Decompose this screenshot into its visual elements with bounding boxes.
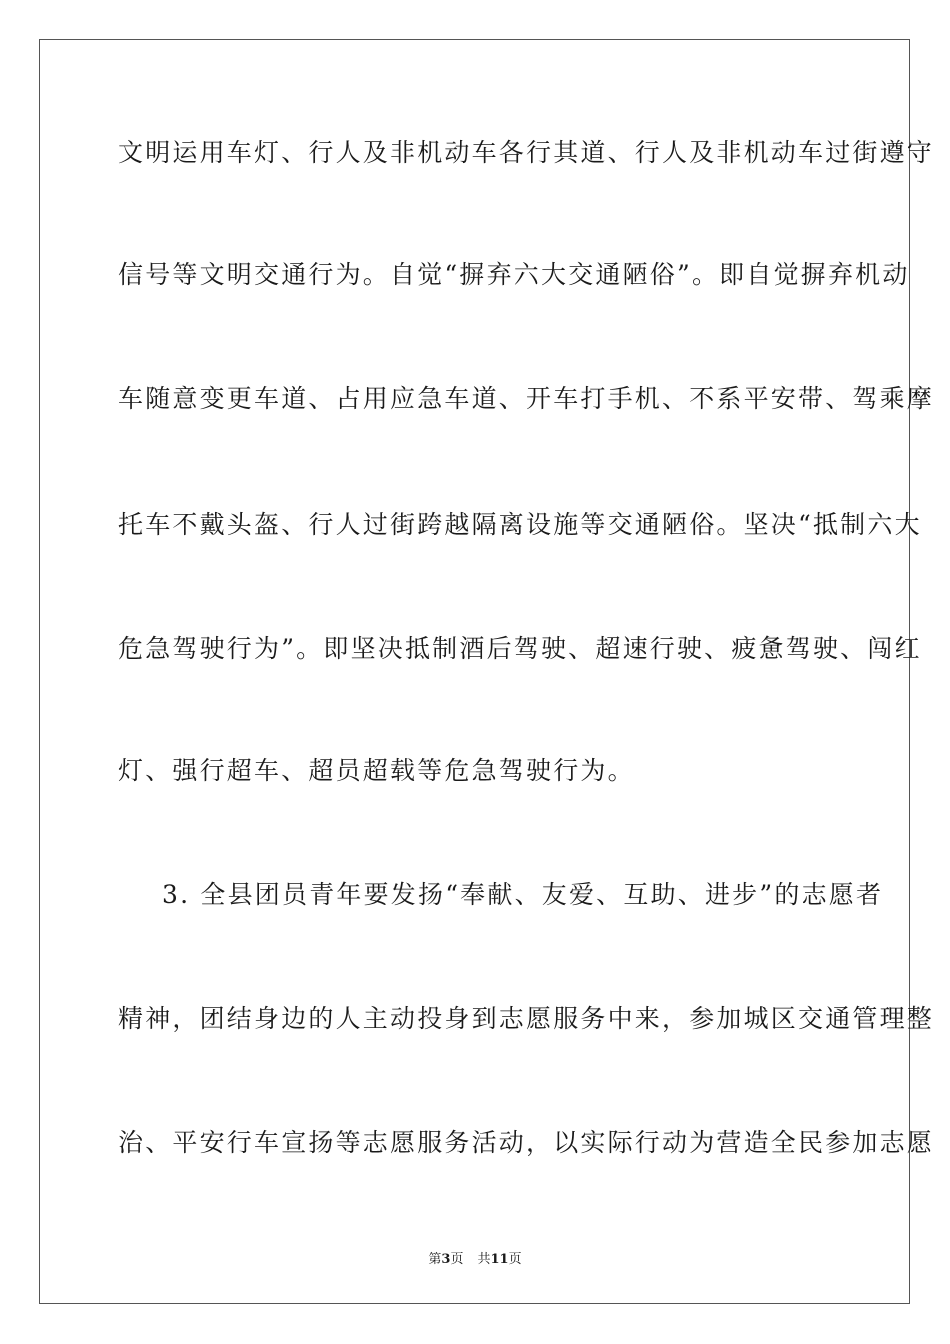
footer-total-suffix: 页 [508, 1252, 522, 1267]
footer-page-prefix: 第 [428, 1252, 442, 1267]
paragraph-line-4: 托车不戴头盔、行人过街跨越隔离设施等交通陋俗。坚决“抵制六大 [118, 510, 922, 539]
paragraph-line-9: 治、平安行车宣扬等志愿服务活动，以实际行动为营造全民参加志愿 [118, 1128, 935, 1157]
paragraph-line-3: 车随意变更车道、占用应急车道、开车打手机、不系平安带、驾乘摩 [118, 384, 935, 413]
paragraph-line-5: 危急驾驶行为”。即坚决抵制酒后驾驶、超速行驶、疲惫驾驶、闯红 [118, 634, 922, 663]
paragraph-line-2: 信号等文明交通行为。自觉“摒弃六大交通陋俗”。即自觉摒弃机动 [118, 260, 910, 289]
paragraph-line-6: 灯、强行超车、超员超载等危急驾驶行为。 [118, 756, 635, 785]
footer-total-pages: 11 [490, 1252, 509, 1267]
paragraph-line-7: 3. 全县团员青年要发扬“奉献、友爱、互助、进步”的志愿者 [162, 880, 884, 909]
page-border [39, 39, 935, 1304]
paragraph-line-8: 精神，团结身边的人主动投身到志愿服务中来，参加城区交通管理整 [118, 1004, 935, 1033]
paragraph-line-1: 文明运用车灯、行人及非机动车各行其道、行人及非机动车过街遵守 [118, 138, 935, 167]
page-footer [0, 1248, 950, 1267]
footer-page-suffix: 页 [450, 1252, 464, 1267]
footer-total-prefix: 共 [477, 1252, 491, 1267]
footer-page-number: 3 [441, 1252, 451, 1267]
